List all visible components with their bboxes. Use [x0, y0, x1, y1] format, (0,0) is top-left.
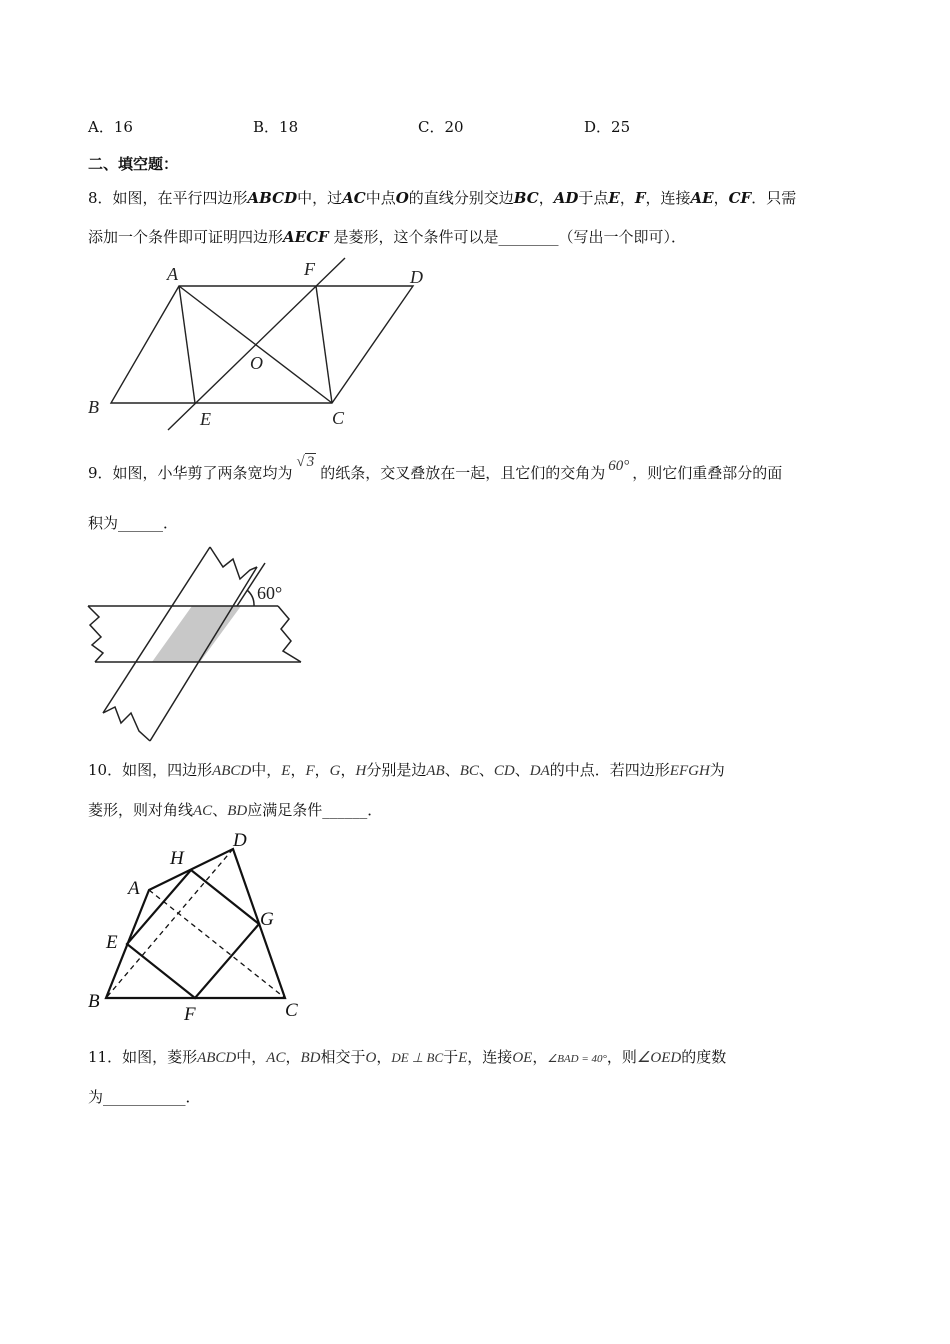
label-d: D: [233, 830, 247, 851]
label-o: O: [250, 353, 263, 373]
label-c: C: [285, 1000, 298, 1021]
label-a: A: [128, 878, 140, 899]
q11-line2: 为___________．: [88, 1088, 201, 1106]
label-f: F: [304, 259, 315, 279]
segment-cf: [316, 286, 332, 403]
q9-line2: 积为______．: [88, 514, 179, 532]
option-c: C．20: [418, 118, 464, 136]
label-e: E: [106, 932, 118, 953]
strip-top-torn-edge: [210, 547, 257, 579]
angle-60: 60°: [608, 458, 630, 474]
label-b: B: [88, 991, 100, 1012]
q9-line1: 9．如图，小华剪了两条宽均为√ 3的纸条，交叉叠放在一起，且它们的交角为 60° ，则它们重叠部分的面: [88, 454, 783, 482]
label-c: C: [332, 408, 345, 428]
diagonal-ac: [149, 890, 285, 998]
q8-line1: 8．如图，在平行四边形ABCD中，过AC中点O的直线分别交边BC，AD于点E，F，连接AE，CF．只需: [88, 189, 797, 207]
option-a: A．16: [88, 118, 133, 136]
label-e: E: [200, 409, 211, 429]
line-through-o: [168, 258, 345, 430]
label-a: A: [167, 264, 178, 284]
label-h: H: [170, 848, 184, 869]
label-b: B: [88, 397, 99, 417]
strip-right-torn-edge: [278, 606, 301, 662]
q10-line1: 10．如图，四边形ABCD中，E，F，G，H分别是边AB、BC、CD、DA的中点．若四边形EFGH为: [88, 761, 725, 779]
q8-line2: 添加一个条件即可证明四边形AECF 是菱形，这个条件可以是________（写出一个即可）．: [88, 228, 686, 246]
q11-line1: 11．如图，菱形ABCD中，AC，BD相交于O，DE ⊥ BC于E，连接OE，∠BAD = 40°，则∠OED的度数: [88, 1048, 727, 1066]
segment-ae: [179, 286, 195, 403]
strip-left-torn-edge: [88, 606, 103, 662]
q10-line2: 菱形，则对角线AC、BD应满足条件______．: [88, 801, 383, 819]
quadrilateral-efgh: [127, 870, 259, 998]
strip-bottom-torn-edge: [103, 707, 150, 741]
sqrt-three: √ 3: [296, 454, 315, 470]
option-b: B．18: [253, 118, 299, 136]
parallelogram-figure: [80, 255, 450, 435]
angle-label: 60°: [257, 583, 283, 603]
angle-arc: [247, 590, 254, 606]
label-f: F: [184, 1004, 196, 1025]
label-g: G: [260, 909, 274, 930]
paper-strips-figure: [85, 545, 310, 745]
quadrilateral-figure: [80, 828, 310, 1028]
section-title: 二、填空题：: [88, 155, 179, 173]
parallelogram-abcd: [111, 286, 413, 403]
option-d: D．25: [584, 118, 631, 136]
label-d: D: [410, 267, 423, 287]
